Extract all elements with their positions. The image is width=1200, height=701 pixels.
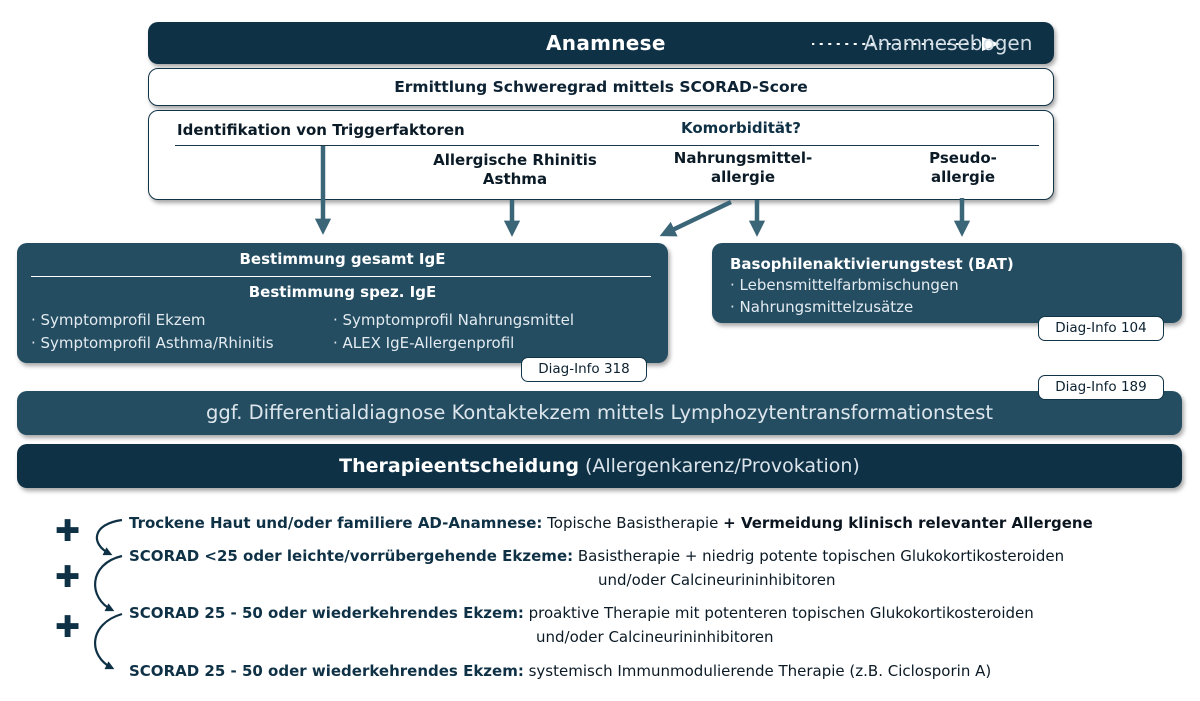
anamnese-label: Anamnese bbox=[546, 31, 666, 55]
ige-item: · Symptomprofil Ekzem bbox=[31, 311, 206, 329]
differentialdiagnose-box bbox=[17, 391, 1182, 435]
diag-info-318-badge[interactable]: Diag-Info 318 bbox=[521, 357, 647, 382]
ige-item: · Symptomprofil Nahrungsmittel bbox=[333, 311, 575, 329]
ige-item: · ALEX IgE-Allergenprofil bbox=[333, 334, 515, 352]
bat-item: · Nahrungsmittelzusätze bbox=[730, 298, 914, 316]
ige-box bbox=[17, 243, 668, 363]
differentialdiagnose-text: ggf. Differentialdiagnose Kontaktekzem mittels Lymphozytentransformationstest bbox=[206, 401, 993, 424]
step-row-3-cont: und/oder Calcineurininhibitoren bbox=[536, 628, 774, 646]
plus-icon: ✚ bbox=[55, 514, 81, 549]
ige-item: · Symptomprofil Asthma/Rhinitis bbox=[31, 334, 274, 352]
bat-title: Basophilenaktivierungstest (BAT) bbox=[730, 255, 1014, 273]
step-row-2: SCORAD <25 oder leichte/vorrübergehende Ekzeme: Basistherapie + niedrig potente topischen Glukokortikosteroiden bbox=[129, 547, 1065, 565]
plus-icon: ✚ bbox=[55, 560, 81, 595]
anamnesebogen-label: Anamnesebogen bbox=[864, 31, 1033, 55]
trigger-title: Identifikation von Triggerfaktoren bbox=[177, 121, 465, 139]
step-row-1: Trockene Haut und/oder familiere AD-Anamnese: Topische Basistherapie + Vermeidung klinisch relevanter Allergene bbox=[129, 514, 1093, 532]
scorad-text: Ermittlung Schweregrad mittels SCORAD-Score bbox=[394, 78, 808, 96]
step-row-4: SCORAD 25 - 50 oder wiederkehrendes Ekzem: systemisch Immunmodulierende Therapie (z.B. Ciclosporin A) bbox=[129, 662, 992, 680]
rhinitis-asthma-label: Allergische Rhinitis Asthma bbox=[433, 151, 597, 188]
therapieentscheidung-box bbox=[17, 444, 1182, 488]
diag-info-104-badge[interactable]: Diag-Info 104 bbox=[1038, 316, 1164, 341]
diag-info-189-badge[interactable]: Diag-Info 189 bbox=[1038, 375, 1164, 400]
step-row-2-cont: und/oder Calcineurininhibitoren bbox=[598, 571, 836, 589]
nahrungsmittelallergie-label: Nahrungsmittel- allergie bbox=[673, 149, 813, 186]
plus-icon: ✚ bbox=[55, 610, 81, 645]
flow-arrows bbox=[0, 0, 1200, 260]
ige-total-title: Bestimmung gesamt IgE bbox=[239, 250, 446, 268]
bat-item: · Lebensmittelfarbmischungen bbox=[730, 276, 959, 294]
arrow-nahrung-ige bbox=[664, 202, 731, 234]
bat-box bbox=[712, 243, 1182, 323]
pseudoallergie-label: Pseudo- allergie bbox=[929, 149, 997, 186]
ige-divider bbox=[31, 276, 651, 277]
step-row-3: SCORAD 25 - 50 oder wiederkehrendes Ekzem: proaktive Therapie mit potenteren topischen Glukokortikosteroiden bbox=[129, 604, 1034, 622]
komorbiditaet-label: Komorbidität? bbox=[681, 119, 801, 137]
therapy-bold: Therapieentscheidung bbox=[339, 455, 579, 477]
therapy-rest: (Allergenkarenz/Provokation) bbox=[578, 455, 860, 477]
ige-spez-title: Bestimmung spez. IgE bbox=[248, 283, 437, 301]
